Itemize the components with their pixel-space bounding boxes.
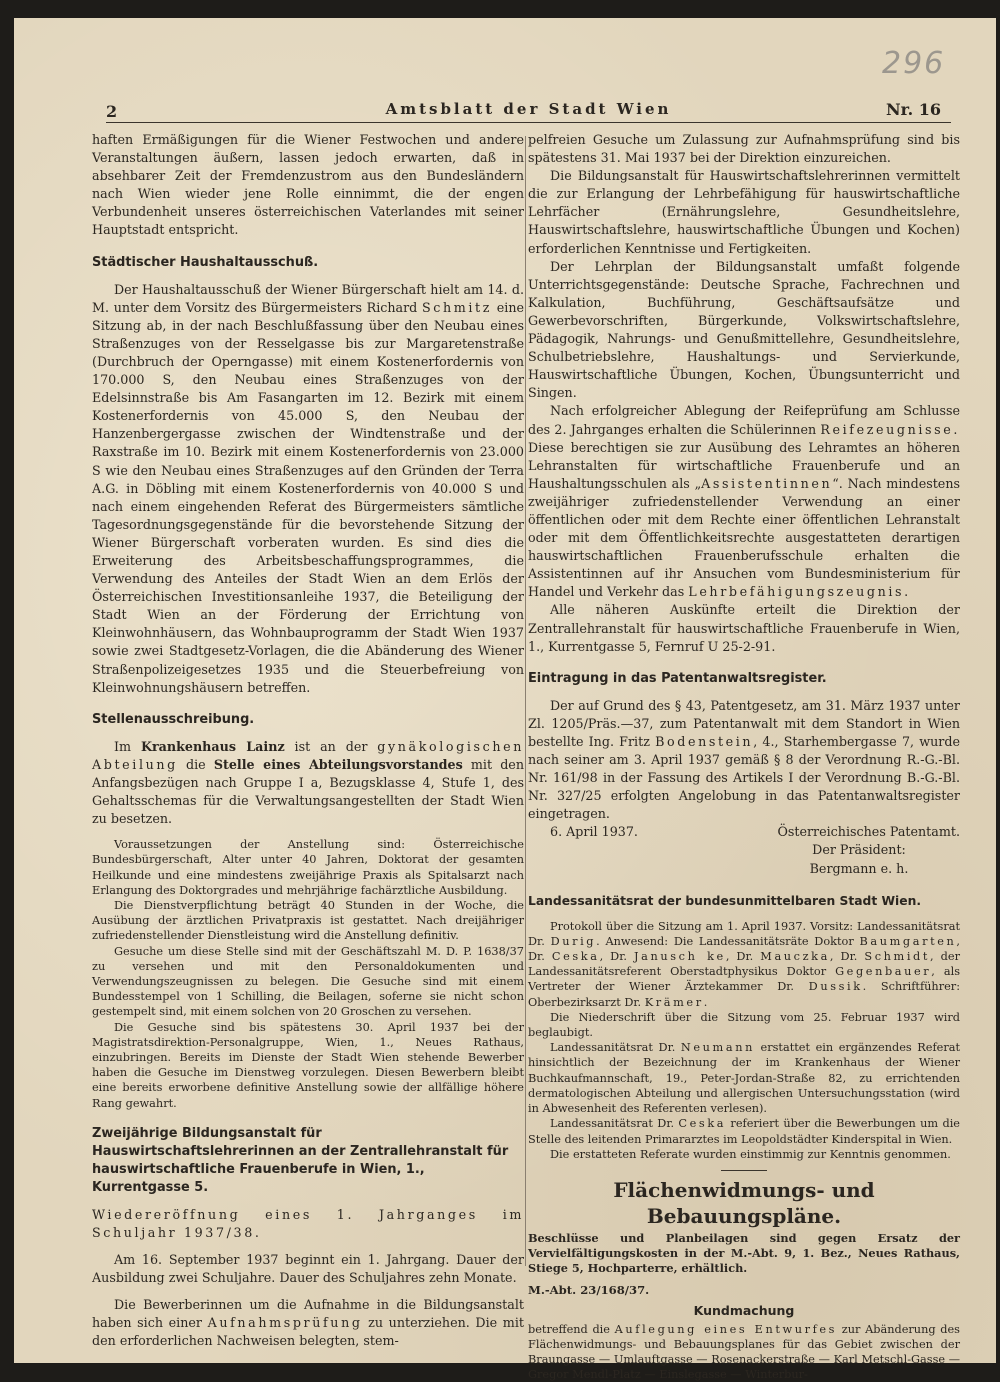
newspaper-page bbox=[14, 18, 996, 1382]
department-reference: M.-Abt. 23/168/37. bbox=[528, 1282, 650, 1297]
bold-text: Krankenhaus Lainz bbox=[140, 738, 285, 754]
signature-title: Der Präsident: bbox=[812, 842, 906, 858]
article-paragraph bbox=[528, 402, 960, 601]
text-span: betreffend die bbox=[528, 1322, 615, 1336]
spaced-name: Mauczka bbox=[760, 950, 830, 964]
text-span: Protokoll über die Sitzung am 1. April 1937. Vorsitz: Landessanitätsrat Dr. bbox=[528, 919, 960, 948]
small-paragraph: Die Gesuche sind bis spätestens 30. April 1937 bei der Magistratsdirektion-Personalgruppe, Wien, 1., Neues Rathaus, einzubringen. Bereits im Dienste der Stadt Wien stehende Bewerber haben die Gesuche im Dienstweg vorzulegen. Diesen Bewerbern bleibt eine bereits erworbene definitive Anstellung sowie der allfällige höhere Rang gewahrt. bbox=[92, 1020, 524, 1110]
spaced-text: gynäkologischen Abteilung bbox=[92, 738, 524, 772]
header-rule bbox=[106, 122, 951, 123]
spaced-name: Schmitz bbox=[422, 299, 493, 315]
right-column bbox=[528, 131, 960, 1382]
text-span: Die Bewerberinnen um die Aufnahme in die Bildungsanstalt haben sich einer bbox=[92, 1297, 524, 1331]
signature-office: Österreichisches Patentamt. bbox=[777, 824, 960, 840]
spaced-text: Lehrbefähigungszeugnis. bbox=[688, 584, 911, 600]
patentanwalt-paragraph bbox=[528, 697, 960, 824]
left-column bbox=[92, 131, 524, 1349]
small-paragraph: Die Dienstverpflichtung beträgt 40 Stunden in der Woche, die Ausübung der ärztlichen Privatpraxis ist gestattet. Nach dreijähriger zufriedenstellender Dienstleistung wird die Anstellung definitiv. bbox=[92, 899, 524, 943]
spaced-text: Aufnahmsprüfung bbox=[207, 1315, 363, 1331]
text-span: zu unterziehen. Die mit den erforderlichen Nachweisen belegten, stem- bbox=[92, 1315, 524, 1349]
protokoll-paragraph bbox=[528, 1040, 960, 1116]
text-span: , Dr. bbox=[829, 950, 865, 964]
haushaltausschuss-paragraph bbox=[92, 281, 524, 697]
section-heading-landessanitaetsrat: Landessanitätsrat der bundesunmittelbaren Stadt Wien. bbox=[528, 893, 922, 908]
signature-row bbox=[528, 823, 960, 841]
article-paragraph: Alle näheren Auskünfte erteilt die Direktion der Zentrallehranstalt für hauswirtschaftliche Frauenberufe in Wien, 1., Kurrentgasse 5, Fernruf U 25-2-91. bbox=[528, 602, 960, 654]
section-heading-haushaltausschuss: Städtischer Haushaltausschuß. bbox=[92, 254, 319, 270]
text-span: Landessanitätsrat Dr. bbox=[550, 1117, 679, 1131]
text-span: referiert über die Bewerbungen um die Stelle des leitenden Primararztes im Leopoldstädter Kinderspital in Wien. bbox=[528, 1117, 960, 1146]
pencil-annotation: 296 bbox=[882, 46, 946, 81]
spaced-name: Krämer bbox=[644, 995, 704, 1009]
text-span: Im bbox=[114, 738, 141, 754]
text-span: . Anwesend: Die Landessanitätsräte Doktor bbox=[596, 934, 860, 948]
spaced-name: Schmidt bbox=[864, 950, 931, 964]
bold-text: Stelle eines Abteilungsvorstandes bbox=[213, 756, 463, 772]
text-span: Nach erfolgreicher Ablegung der Reifeprüfung am Schlusse des 2. Jahrganges erhalten die Schülerinnen bbox=[528, 403, 960, 437]
intro-paragraph: haften Ermäßigungen für die Wiener Festwochen und andere Veranstaltungen äußern, lassen jedoch erwarten, daß in absehbarer Zeit der Fremdenzustrom aus den Bundesländern nach Wien wieder jene Rolle einnimmt, die der engen Verbundenheit unseres österreichischen Vaterlandes mit seiner Hauptstadt entspricht. bbox=[92, 132, 524, 238]
text-span: , 4., Starhembergasse 7, wurde nach seiner am 3. April 1937 gemäß § 8 der Verordnung R.-G.-Bl. Nr. 161/98 in der Fassung des Artikels I der Verordnung B.-G.-Bl. Nr. 327/25 erfolgten Angelobung in das Patentanwaltsregister eingetragen. bbox=[528, 733, 960, 822]
spaced-name: Durig bbox=[550, 934, 597, 948]
kundmachung-paragraph bbox=[528, 1322, 960, 1382]
text-span: ist an der bbox=[284, 738, 378, 754]
continuation-paragraph: pelfreien Gesuche um Zulassung zur Aufnahmsprüfung sind bis spätestens 31. Mai 1937 bei der Direktion einzureichen. bbox=[528, 132, 960, 166]
spaced-name: Gegenbauer bbox=[835, 965, 932, 979]
spaced-name: Ceska bbox=[551, 950, 600, 964]
kundmachung-heading: Kundmachung bbox=[693, 1302, 795, 1318]
spaced-name: Ceska bbox=[678, 1117, 727, 1131]
small-paragraph: Voraussetzungen der Anstellung sind: Österreichische Bundesbürgerschaft, Alter unter 40 Jahren, Doktorat der gesamten Heilkunde und eine mindestens zweijährige Praxis als Spitalsarzt nach Erlangung des Doktorgrades und mehrjährige fachärztliche Ausbildung. bbox=[92, 838, 524, 897]
spaced-name: Neumann bbox=[680, 1041, 755, 1055]
text-span: , Dr. bbox=[725, 950, 761, 964]
protokoll-paragraph: Die Niederschrift über die Sitzung vom 25. Februar 1937 wird beglaubigt. bbox=[528, 1010, 960, 1040]
column-divider bbox=[525, 136, 526, 1266]
protokoll-paragraph bbox=[528, 919, 960, 1010]
text-span: , Dr. bbox=[599, 950, 635, 964]
reopening-subheading: Wiedereröffnung eines 1. Jahrganges im Schuljahr 1937/38. bbox=[92, 1206, 524, 1240]
text-span: eine Sitzung ab, in der nach Beschlußfassung über den Neubau eines Straßenzuges von der Resselgasse bis zur Margaretenstraße (Durchbruch der Operngasse) mit einem Kostenerfordernis von 170.000 S, den Neubau eines Straßenzuges von der Edelsinnstraße bis Am Fasangarten im 12. Bezirk mit einem Kostenerfordernis von 45.000 S, den Neubau der Hanzenbergergasse zwischen der Windtenstraße und der Raxstraße im 10. Bezirk mit einem Kostenerfordernis von 23.000 S wie den Neubau eines Straßenzuges auf den Gründen der Terra A.G. in Döbling mit einem Kostenerfordernis von 40.000 S und nach einem eingehenden Referat des Bürgermeisters sämtliche Tagesordnungsgegenstände für die bevorstehende Sitzung der Wiener Bürgerschaft vorberaten wurden. Es sind dies die Erweiterung des Arbeitsbeschaffungsprogrammes, die Verwendung des Anteiles der Stadt Wien an dem Erlös der Österreichischen Investitionsanleihe 1937, die Beteiligung der Stadt Wien an der Förderung der Errichtung von Kleinwohnhäusern, das Wohnbauprogramm der Stadt Wien 1937 sowie zwei Stadtgesetz-Vorlagen, die die Abänderung des Wiener Straßenpolizeigesetzes 1935 und die Steuerbefreiung von Kleinwohnungshäusern betreffen. bbox=[92, 299, 524, 695]
spaced-name: Bodenstein bbox=[655, 733, 754, 749]
text-span: Diese berechtigen sie zur Ausübung des Lehramtes an höheren Lehranstalten für wirtschaftliche Frauenberufe und an Haushaltungsschulen als „ bbox=[528, 439, 960, 491]
section-heading-stellenausschreibung: Stellenausschreibung. bbox=[92, 711, 255, 727]
text-span: Der Haushaltausschuß der Wiener Bürgerschaft hielt am 14. d. M. unter dem Vorsitz des Bürgermeisters Richard bbox=[92, 281, 524, 315]
article-paragraph: Der Lehrplan der Bildungsanstalt umfaßt folgende Unterrichtsgegenstände: Deutsche Sprache, Fachrechnen und Kalkulation, Buchführung, Geschäftsaufsätze und Gewerbevorschriften, Bürgerkunde, Volkswirtschaftslehre, Pädagogik, Nahrungs- und Genußmittellehre, Gesundheitslehre, Schulbetriebslehre, Haushaltungs- und Servierkunde, Hauswirtschaftliche Übungen, Kochen, Übungsunterricht und Singen. bbox=[528, 258, 960, 401]
text-span: Landessanitätsrat Dr. bbox=[550, 1041, 681, 1055]
text-span: die bbox=[177, 756, 214, 772]
text-span: . bbox=[703, 995, 708, 1009]
page-header bbox=[106, 98, 951, 120]
spaced-name: Dussik bbox=[808, 980, 863, 994]
text-span: Der auf Grund des § 43, Patentgesetz, am 31. März 1937 unter Zl. 1205/Präs.—37, zum Patentanwalt mit dem Standort in Wien bestellte Ing. Fritz bbox=[528, 697, 960, 749]
section-heading-bildungsanstalt: Zweijährige Bildungsanstalt für Hauswirtschaftslehrerinnen an der Zentrallehranstalt für hauswirtschaftliche Frauenberufe in Wien, 1., Kurrentgasse 5. bbox=[92, 1125, 509, 1195]
protokoll-paragraph: Die erstatteten Referate wurden einstimmig zur Kenntnis genommen. bbox=[550, 1147, 951, 1161]
issue-number: Nr. 16 bbox=[886, 100, 941, 119]
bildungsanstalt-paragraph bbox=[92, 1296, 524, 1350]
spaced-text: Reifezeugnisse. bbox=[820, 421, 960, 437]
spaced-name: Janusch ke bbox=[634, 950, 726, 964]
spaced-text: Assistentinnen bbox=[701, 475, 833, 491]
text-span: , als Vertreter der Wiener Ärztekammer Dr. bbox=[528, 965, 960, 994]
date-line: 6. April 1937. bbox=[550, 824, 638, 840]
spaced-name: Baumgarten bbox=[859, 934, 957, 948]
section-heading-flaechenwidmung: Flächenwidmungs- und Bebauungspläne. bbox=[613, 1177, 875, 1228]
article-paragraph: Die Bildungsanstalt für Hauswirtschaftslehrerinnen vermittelt die zur Erlangung der Lehrbefähigung für hauswirtschaftliche Lehrfächer (Ernährungslehre, Gesundheitslehre, Hauswirtschaftslehre, hauswirtschaftliche Übungen und Kochen) erforderlichen Kenntnisse und Fertigkeiten. bbox=[528, 168, 960, 256]
bildungsanstalt-paragraph: Am 16. September 1937 beginnt ein 1. Jahrgang. Dauer der Ausbildung zwei Schuljahre. Dauer des Schuljahres zehn Monate. bbox=[92, 1252, 524, 1286]
text-span: “. Nach mindestens zweijähriger zufriedenstellender Verwendung an einer öffentlichen oder mit dem Rechte einer öffentlichen Lehranstalt oder mit dem Öffentlichkeitsrechte ausgestatteten derartigen hauswirtschaftlichen Frauenberufsschule erhalten die Assistentinnen auf ihr Ansuchen vom Bundesministerium für Handel und Verkehr das bbox=[528, 475, 960, 600]
text-span: erstattet ein ergänzendes Referat hinsichtlich der Bezeichnung der im Krankenhaus der Wiener Buchkaufmannschaft, 19., Peter-Jordan-Straße 82, zu errichtenden dermatologischen Abteilung und allergischen Untersuchungsstation (wird in Abwesenheit des Referenten verlesen). bbox=[528, 1041, 960, 1116]
section-heading-patentanwalt: Eintragung in das Patentanwaltsregister. bbox=[528, 670, 827, 686]
text-span: zur Abänderung des Flächenwidmungs- und Bebauungsplanes für das Gebiet zwischen der Braungasse — Umlauftgasse — Rosenackerstraße — Karl Metschl-Gasse — Gregor Mendl-Platz — Einslegasse — Winterbur- bbox=[528, 1322, 960, 1382]
text-span: , der Landessanitätsreferent Oberstadtphysikus Doktor bbox=[528, 950, 960, 979]
protokoll-paragraph bbox=[528, 1116, 960, 1146]
small-paragraph: Gesuche um diese Stelle sind mit der Geschäftszahl M. D. P. 1638/37 zu versehen und mit den Personaldokumenten und Verwendungszeugnissen zu belegen. Die Gesuche sind mit einem Bundesstempel von 1 Schilling, die Beilagen, soferne sie nicht schon gestempelt sind, mit einem solchen von 20 Groschen zu versehen. bbox=[92, 944, 524, 1019]
signature-name: Bergmann e. h. bbox=[809, 860, 909, 876]
page-number: 2 bbox=[106, 102, 118, 121]
stellenausschreibung-paragraph bbox=[92, 738, 524, 828]
text-span: mit den Anfangsbezügen nach Gruppe I a, Bezugsklasse 4, Stufe 1, des Gehaltsschemas für die Verwaltungsangestellten der Stadt Wien zu besetzen. bbox=[92, 756, 524, 827]
flaechenwidmung-note: Beschlüsse und Planbeilagen sind gegen Ersatz der Vervielfältigungskosten in der M.-Abt. 9, 1. Bez., Neues Rathaus, Stiege 5, Hochparterre, erhältlich. bbox=[528, 1230, 960, 1276]
text-span: . Schriftführer: Oberbezirksarzt Dr. bbox=[528, 980, 960, 1009]
section-dash bbox=[721, 1170, 767, 1171]
text-span: , Dr. bbox=[528, 934, 960, 964]
masthead-title: Amtsblatt der Stadt Wien bbox=[385, 100, 672, 118]
spaced-text: Auflegung eines Entwurfes bbox=[614, 1322, 838, 1336]
